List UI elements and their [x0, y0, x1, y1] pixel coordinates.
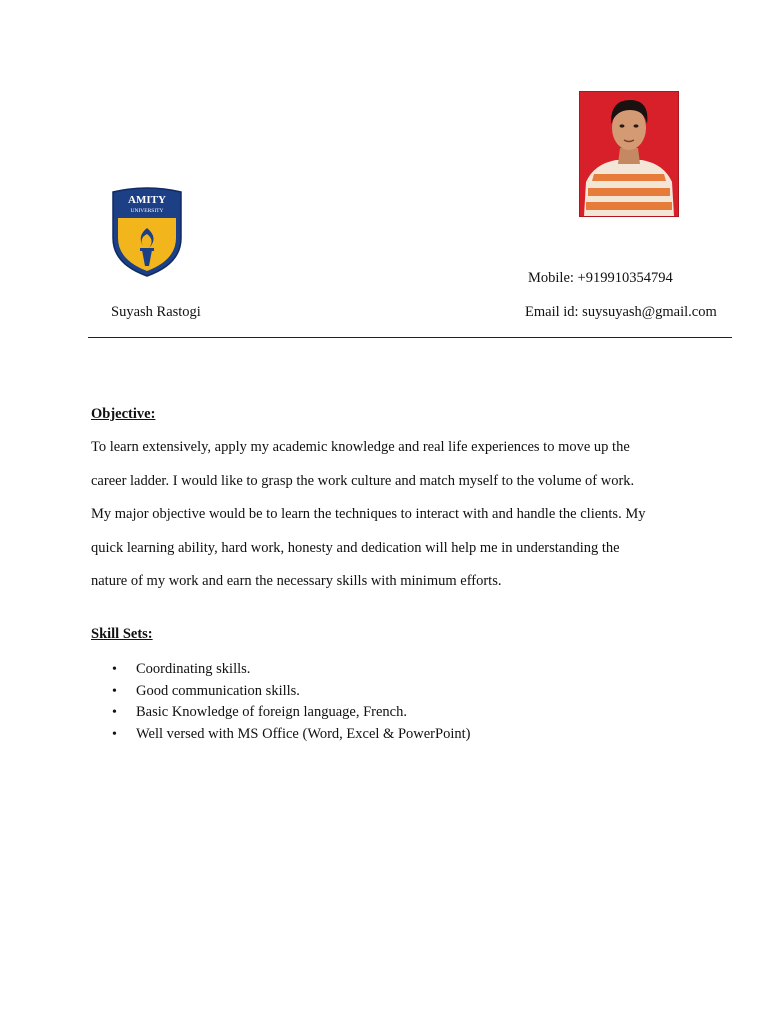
bullet-icon: •	[112, 662, 117, 677]
objective-line: quick learning ability, hard work, honesty and dedication will help me in understanding the	[91, 539, 620, 556]
logo-text-secondary: UNIVERSITY	[130, 208, 164, 214]
objective-line: nature of my work and earn the necessary skills with minimum efforts.	[91, 573, 502, 589]
amity-university-logo	[109, 186, 185, 278]
skills-heading: Skill Sets:	[91, 626, 153, 642]
mobile-number: Mobile: +919910354794	[528, 270, 673, 286]
bullet-icon: •	[112, 726, 117, 742]
skill-text: Basic Knowledge of foreign language, French.	[136, 704, 407, 720]
list-item	[111, 683, 470, 705]
amity-crest-icon	[109, 186, 185, 278]
applicant-name: Suyash Rastogi	[111, 304, 201, 320]
applicant-photo-icon	[580, 92, 678, 216]
skills-list	[111, 661, 470, 747]
skill-text: Good communication skills.	[136, 682, 300, 699]
objective-line: career ladder. I would like to grasp the work culture and match myself to the volume of work.	[91, 472, 635, 489]
objective-paragraph	[91, 439, 731, 607]
header-divider	[88, 337, 732, 338]
objective-heading: Objective:	[91, 406, 156, 422]
logo-text-primary: AMITY	[128, 194, 166, 206]
bullet-icon: •	[112, 705, 117, 720]
skill-text: Coordinating skills.	[136, 661, 251, 677]
applicant-photo	[580, 92, 678, 216]
list-item	[111, 704, 470, 726]
list-item	[111, 661, 470, 683]
skill-text: Well versed with MS Office (Word, Excel & PowerPoint)	[136, 725, 471, 742]
objective-line: My major objective would be to learn the techniques to interact with and handle the clients. My	[91, 506, 646, 522]
objective-line: To learn extensively, apply my academic knowledge and real life experiences to move up the	[91, 439, 630, 455]
list-item	[111, 726, 470, 748]
email-address: Email id: suysuyash@gmail.com	[525, 304, 717, 320]
bullet-icon: •	[112, 683, 117, 699]
